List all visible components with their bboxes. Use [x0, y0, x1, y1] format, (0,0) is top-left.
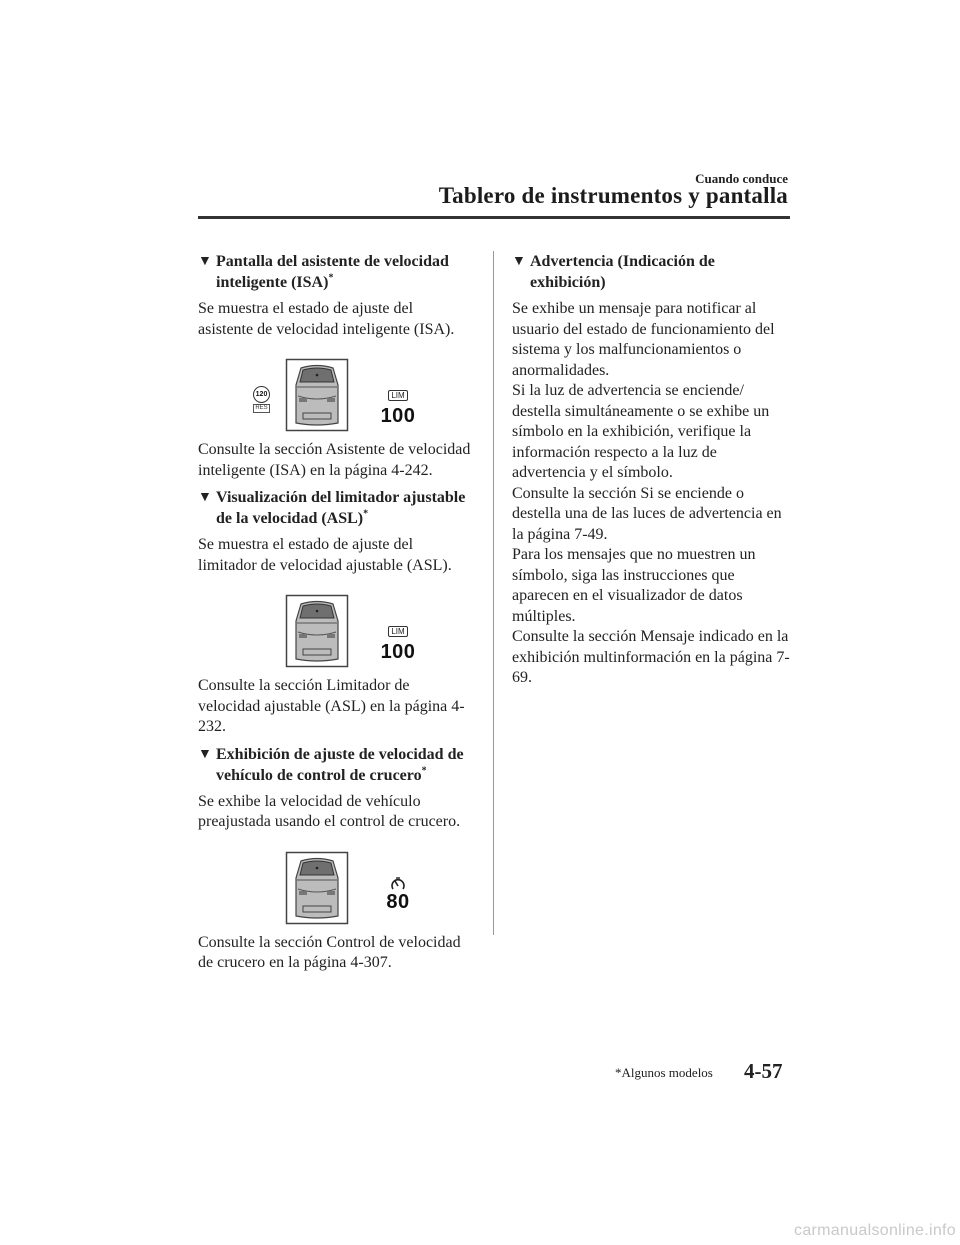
left-column [198, 251, 472, 980]
cruise-heading: ▼ Exhibición de ajuste de velocidad de vehículo de control de crucero* [198, 745, 464, 784]
chapter-label: Cuando conduce [695, 171, 788, 186]
triangle-marker-icon: ▼ [198, 746, 212, 762]
column-divider [493, 251, 494, 935]
warning-paragraph: Consulte la sección Si se enciende o destella una de las luces de advertencia en la página 7-49. [512, 484, 782, 543]
warning-paragraph: Si la luz de advertencia se enciende/ destella simultáneamente o se exhibe un símbolo en la exhibición, verifique la información respecto a la luz de advertencia y el símbolo. [512, 382, 770, 481]
cruise-reference: Consulte la sección Control de velocidad de crucero en la página 4-307. [198, 933, 461, 971]
asl-reference: Consulte la sección Limitador de velocidad ajustable (ASL) en la página 4-232. [198, 677, 465, 735]
isa-figure [198, 356, 472, 434]
cruise-body: Se exhibe la velocidad de vehículo preajustada usando el control de crucero. [198, 792, 461, 830]
cruise-speedometer-icon [390, 877, 406, 891]
set-speed-value: 100 [380, 640, 416, 663]
res-badge: RES [255, 405, 268, 411]
cruise-speed-readout [374, 877, 422, 913]
isa-body: Se muestra el estado de ajuste del asistente de velocidad inteligente (ISA). [198, 300, 455, 338]
right-column [512, 251, 790, 689]
footnote-star: * [328, 272, 334, 284]
footnote-star: * [363, 508, 369, 520]
car-graphic [285, 594, 349, 668]
car-rear-icon [285, 851, 349, 925]
car-rear-icon [285, 358, 349, 432]
asl-body: Se muestra el estado de ajuste del limitador de velocidad ajustable (ASL). [198, 536, 452, 574]
speed-sign-icon: 120 [253, 386, 270, 403]
triangle-marker-icon: ▼ [512, 254, 526, 269]
watermark-text: carmanualsonline.info [794, 1222, 956, 1239]
asl-speed-readout [374, 620, 422, 663]
set-speed-value: 100 [380, 404, 416, 427]
asl-heading: ▼ Visualización del limitador ajustable de la velocidad (ASL)* [198, 489, 466, 527]
header-rule [198, 216, 790, 219]
lim-badge: LIM [388, 626, 407, 637]
car-graphic [285, 358, 349, 432]
page-section-title: Tablero de instrumentos y pantalla [438, 183, 788, 208]
triangle-marker-icon: ▼ [198, 490, 212, 505]
isa-heading: ▼ Pantalla del asistente de velocidad inteligente (ISA)* [198, 253, 449, 291]
footnote-some-models: *Algunos modelos [615, 1065, 713, 1080]
warning-paragraph: Se exhibe un mensaje para notificar al usuario del estado de funcionamiento del sistema y los malfuncionamientos o anormalidades. [512, 300, 775, 379]
footnote-star: * [421, 765, 427, 777]
warning-paragraph: Para los mensajes que no muestren un símbolo, siga las instrucciones que aparecen en el visualizador de datos múltiples. [512, 546, 756, 625]
triangle-marker-icon: ▼ [198, 254, 212, 269]
cruise-figure [198, 849, 472, 927]
isa-reference: Consulte la sección Asistente de velocidad inteligente (ISA) en la página 4-242. [198, 441, 471, 479]
isa-speed-sign [253, 386, 270, 413]
isa-speed-readout [374, 384, 422, 427]
lim-badge: LIM [388, 390, 407, 401]
set-speed-value: 80 [386, 890, 410, 913]
page-number: 4-57 [744, 1059, 783, 1083]
car-rear-icon [285, 594, 349, 668]
asl-figure [198, 592, 472, 670]
warning-paragraph: Consulte la sección Mensaje indicado en la exhibición multinformación en la página 7-69. [512, 628, 790, 686]
warning-heading: ▼ Advertencia (Indicación de exhibición) [512, 253, 715, 291]
car-graphic [285, 851, 349, 925]
